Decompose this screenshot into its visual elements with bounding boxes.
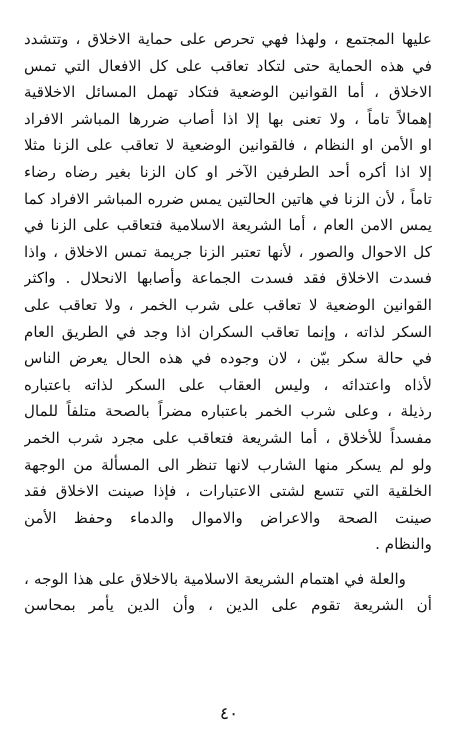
text-line: في هذه الحماية حتى لتكاد تعاقب على كل الافعال التي تمس bbox=[24, 56, 432, 75]
page-body bbox=[24, 26, 432, 619]
text-line: الاخلاق ، أما القوانين الوضعية فتكاد تهمل المسائل الاخلاقية bbox=[24, 83, 432, 102]
text-line: الخلقية التي تتسع لشتى الاعتبارات ، فإذا صينت الاخلاق فقد bbox=[24, 482, 432, 501]
text-line: صينت الصحة والاعراض والاموال والدماء وحفظ الأمن bbox=[24, 508, 432, 527]
text-line: ولو لم يسكر منها الشارب لانها تنظر الى المسألة من الوجهة bbox=[24, 455, 432, 474]
text-line: السكر لذاته ، وإنما تعاقب السكران اذا وجد في الطريق العام bbox=[24, 322, 432, 341]
text-line: القوانين الوضعية لا تعاقب على شرب الخمر ، ولا تعاقب على bbox=[24, 295, 432, 314]
text-line: كل الاحوال والصور ، لأنها تعتبر الزنا جريمة تمس الاخلاق ، واذا bbox=[24, 242, 432, 261]
text-line: في حالة سكر بيّن ، لان وجوده في هذه الحال يعرض الناس bbox=[24, 349, 432, 368]
text-line: إهمالاً تاماً ، ولا تعنى بها إلا اذا أصاب ضررها المباشر الافراد bbox=[24, 109, 432, 128]
text-line: مفسداً للأخلاق ، أما الشريعة فتعاقب على مجرد شرب الخمر bbox=[24, 428, 432, 447]
paragraph-gap bbox=[24, 558, 432, 566]
text-line: لأذاه واعتدائه ، وليس العقاب على السكر لذاته باعتباره bbox=[24, 375, 432, 394]
paragraph bbox=[24, 26, 432, 558]
text-line: والعلة في اهتمام الشريعة الاسلامية بالاخلاق على هذا الوجه ، bbox=[24, 569, 406, 588]
text-line: والنظام . bbox=[375, 535, 432, 554]
text-line: تاماً ، لأن الزنا في هاتين الحالتين يمس ضرره المباشر الافراد كما bbox=[24, 189, 432, 208]
text-line: عليها المجتمع ، ولهذا فهي تحرص على حماية الاخلاق ، وتتشدد bbox=[24, 30, 432, 48]
text-line: يمس الامن العام ، أما الشريعة الاسلامية فتعاقب على الزنا في bbox=[24, 216, 432, 235]
text-line: إلا اذا أكره أحد الطرفين الآخر او كان الزنا بغير رضاه رضاء bbox=[24, 162, 432, 181]
paragraph bbox=[24, 566, 432, 619]
text-line: فسدت الاخلاق فقد فسدت الجماعة وأصابها الانحلال . واكثر bbox=[24, 269, 432, 288]
text-line: او الأمن او النظام ، فالقوانين الوضعية لا تعاقب على الزنا مثلا bbox=[24, 136, 432, 155]
page-number: ٤٠ bbox=[219, 704, 239, 724]
text-line: رذيلة ، وعلى شرب الخمر باعتباره مضراً بالصحة متلفاً للمال bbox=[24, 402, 432, 421]
text-line: أن الشريعة تقوم على الدين ، وأن الدين يأمر بمحاسن bbox=[24, 596, 432, 615]
